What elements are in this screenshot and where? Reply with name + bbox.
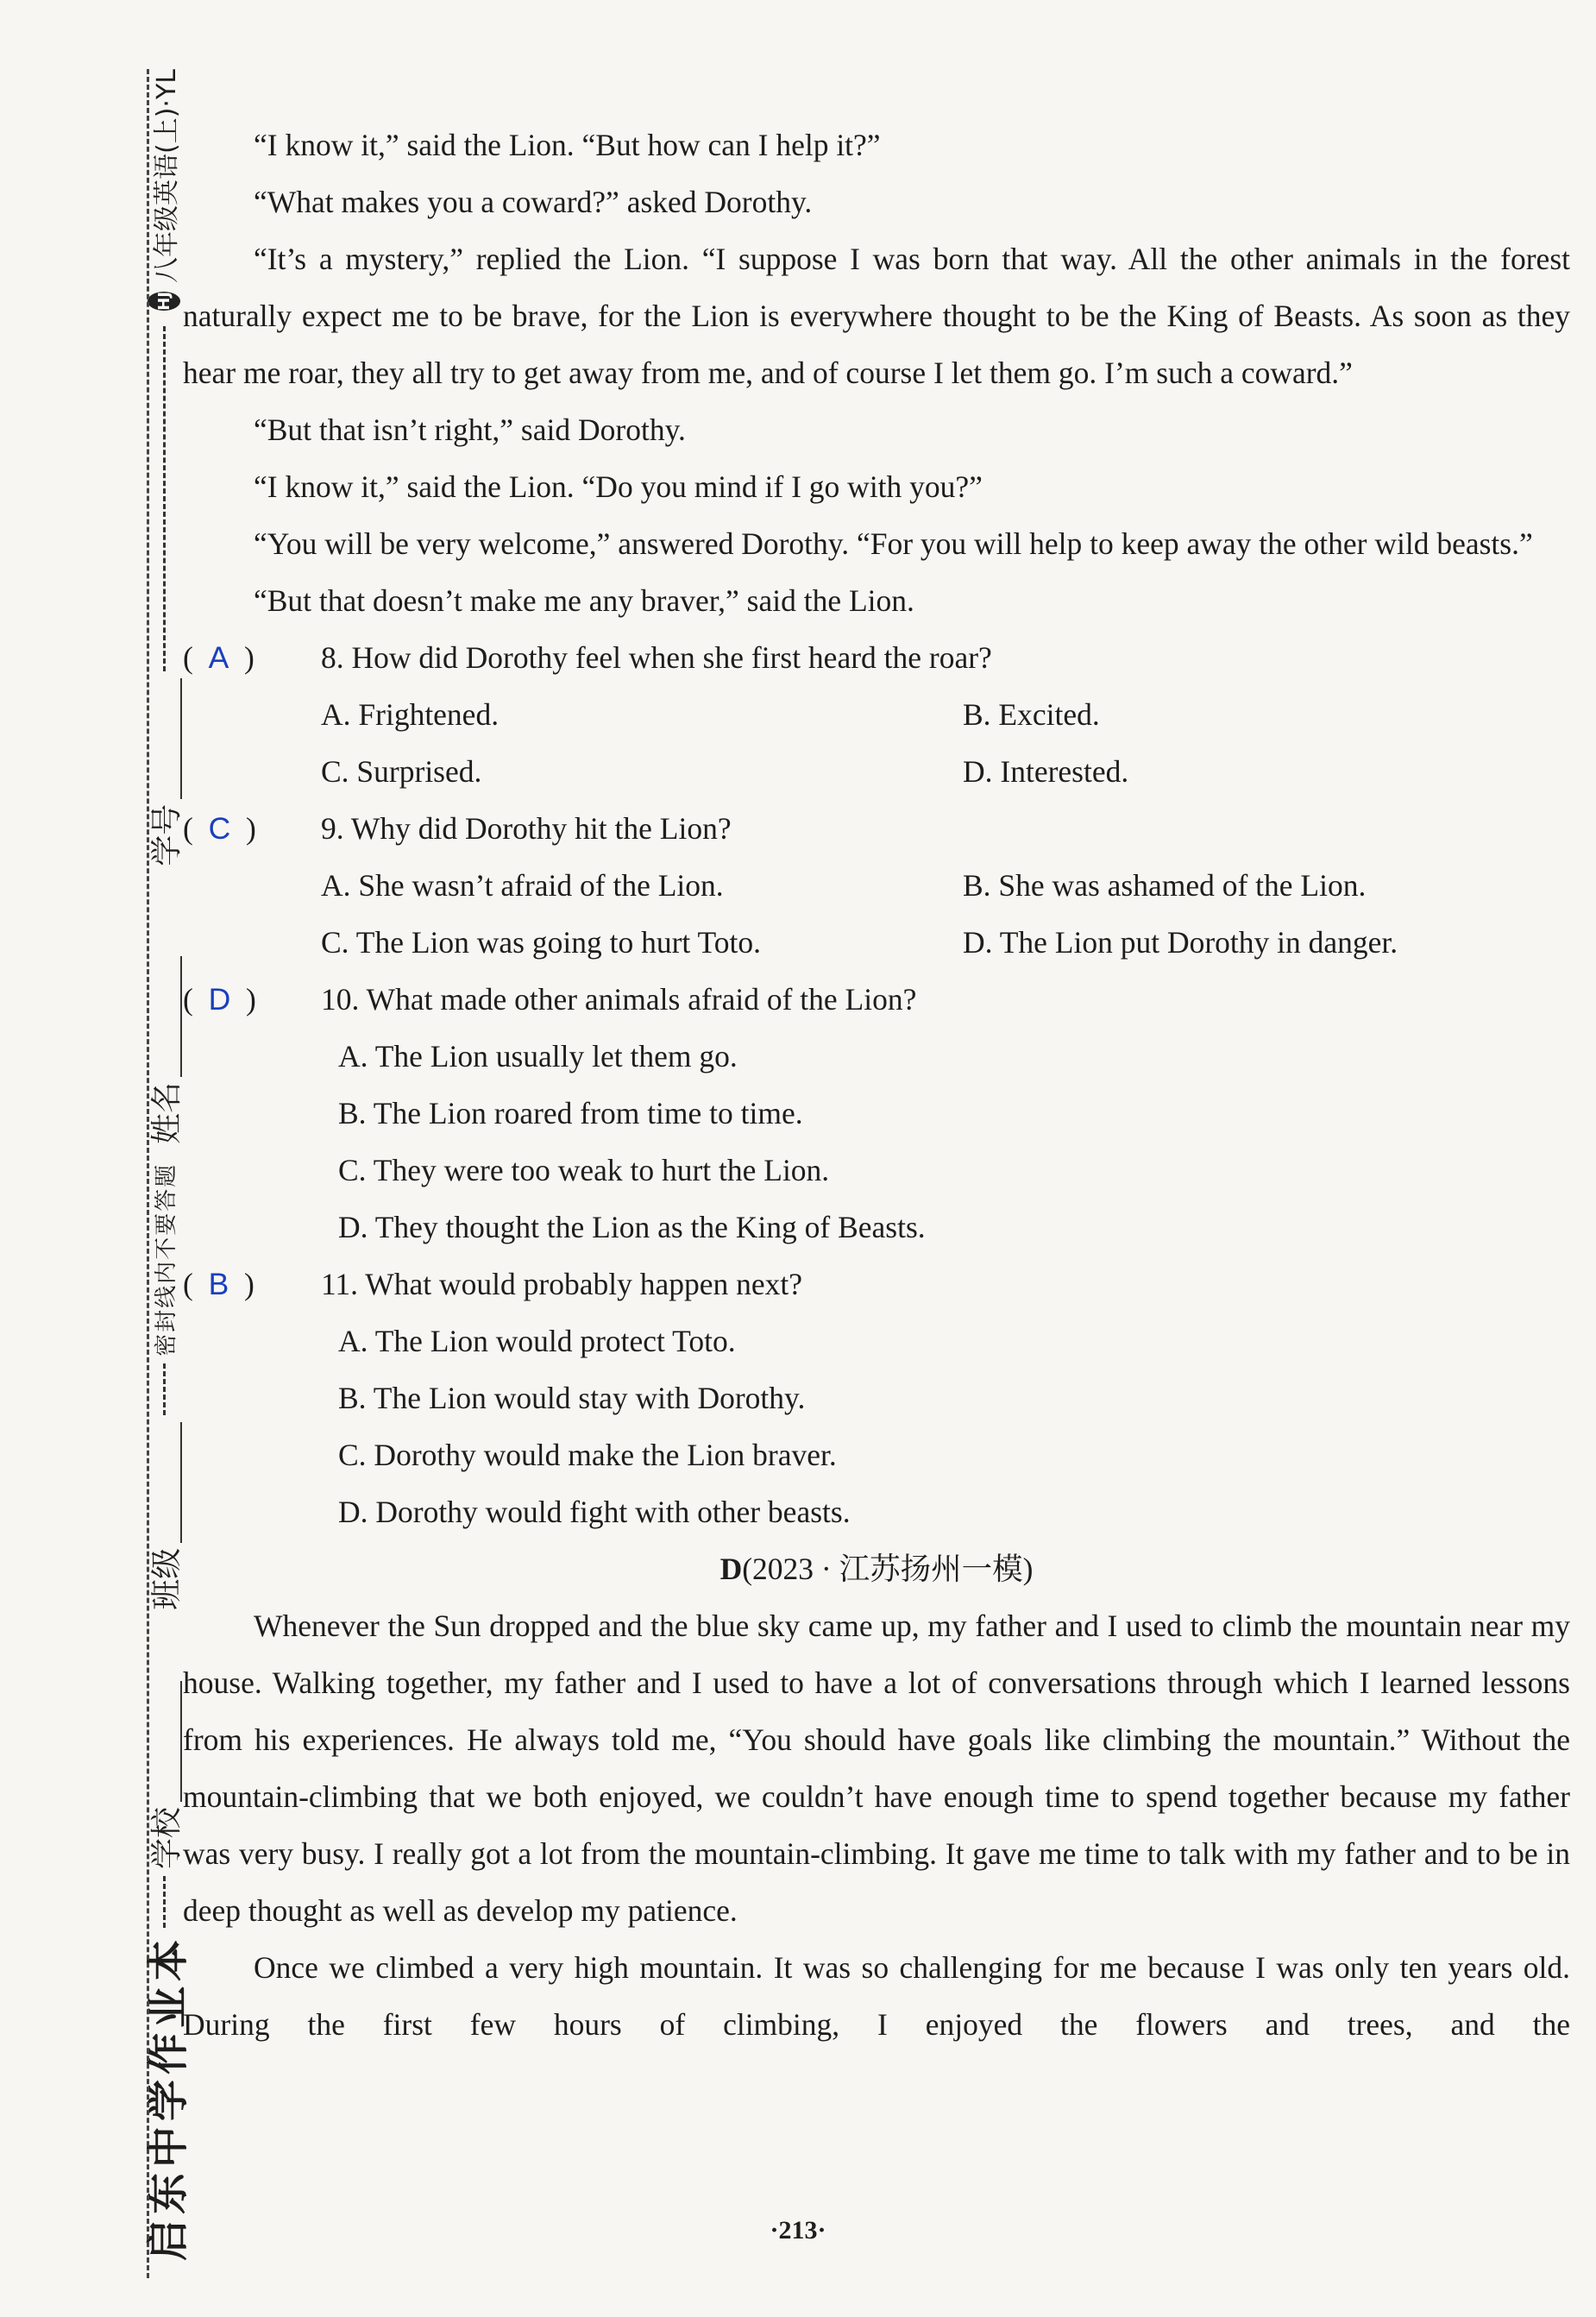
- seal-line: [163, 326, 166, 671]
- story-paragraph: “You will be very welcome,” answered Dorothy. “For you will help to keep away the other wild beasts.”: [254, 526, 1533, 561]
- story-paragraph: “I know it,” said the Lion. “Do you mind if I go with you?”: [254, 469, 983, 504]
- question-11: [183, 1256, 1570, 1540]
- question-stem: [183, 800, 1570, 857]
- option-b[interactable]: B. The Lion would stay with Dorothy.: [338, 1381, 806, 1415]
- story-paragraph: “But that isn’t right,” said Dorothy.: [254, 412, 686, 447]
- option-b[interactable]: B. Excited.: [963, 697, 1100, 732]
- option-d[interactable]: D. They thought the Lion as the King of Beasts.: [338, 1210, 926, 1244]
- page-number: ·213·: [770, 2216, 826, 2245]
- story-paragraph: “What makes you a coward?” asked Dorothy.: [254, 185, 813, 219]
- option-c[interactable]: C. They were too weak to hurt the Lion.: [338, 1153, 830, 1187]
- book-label: 八年级英语(上)·YL: [152, 69, 182, 283]
- answer-bracket: ( B ): [183, 1267, 254, 1301]
- field-class-label: 班级: [148, 1547, 185, 1610]
- field-class-blank[interactable]: [146, 1422, 182, 1543]
- section-heading: [183, 1540, 1570, 1597]
- question-8: [183, 629, 1570, 800]
- question-text: 11. What would probably happen next?: [321, 1267, 802, 1301]
- answer-bracket: ( C ): [183, 811, 256, 846]
- answer-mark: A: [208, 640, 229, 675]
- story-paragraph: “But that doesn’t make me any braver,” said the Lion.: [254, 583, 914, 618]
- question-9: [183, 800, 1570, 971]
- option-c[interactable]: C. Surprised.: [321, 754, 482, 789]
- field-school-blank[interactable]: [146, 1681, 182, 1802]
- passage-paragraph: Whenever the Sun dropped and the blue sky came up, my father and I used to climb the mountain near my house. Walking together, my father and I used to have a lot of conversations through which I learned lessons from his experiences. He always told me, “You should have goals like climbing the mountain.” Without the mountain-climbing that we both enjoyed, we couldn’t have enough time to spend together because my father was very busy. I really got a lot from the mountain-climbing. It gave me time to talk with my father and to be in deep thought as well as develop my patience.: [183, 1609, 1570, 1928]
- options-row: [183, 686, 1570, 743]
- seal-notice: 密封线内不要答题: [153, 1162, 179, 1357]
- field-school-label: 学校: [148, 1806, 185, 1869]
- option-d[interactable]: D. Dorothy would fight with other beasts.: [338, 1495, 851, 1529]
- question-10: [183, 971, 1570, 1256]
- field-name-blank[interactable]: [146, 956, 182, 1077]
- option-a[interactable]: A. She wasn’t afraid of the Lion.: [321, 868, 724, 903]
- answer-mark: D: [208, 982, 231, 1017]
- passage-paragraph: Once we climbed a very high mountain. It was so challenging for me because I was only ten years old. During the first few hours of climbing, I enjoyed the flowers and trees, and the: [183, 1950, 1570, 2042]
- question-stem: [183, 1256, 1570, 1313]
- option-d[interactable]: D. Interested.: [963, 754, 1129, 789]
- answer-bracket: ( A ): [183, 640, 254, 675]
- story-text: [183, 116, 1570, 629]
- field-student-number-blank[interactable]: [146, 678, 182, 799]
- publisher-badge-icon: HJ: [148, 292, 180, 311]
- question-text: 10. What made other animals afraid of the Lion?: [321, 982, 917, 1017]
- answer-bracket: ( D ): [183, 982, 256, 1017]
- seal-line: [163, 1363, 166, 1415]
- answer-mark: C: [208, 811, 231, 846]
- story-paragraph: “It’s a mystery,” replied the Lion. “I suppose I was born that way. All the other animals in the forest naturally expect me to be brave, for the Lion is everywhere thought to be the King of Beasts. As soon as they hear me roar, they all try to get away from me, and of course I let them go. I’m such a coward.”: [183, 242, 1570, 390]
- dotted-cut-line: [147, 69, 149, 2278]
- option-a[interactable]: A. The Lion usually let them go.: [338, 1039, 738, 1074]
- section-letter: D: [719, 1552, 743, 1586]
- field-name-label: 姓名: [148, 1081, 185, 1144]
- question-stem: [183, 971, 1570, 1028]
- options-row: [183, 743, 1570, 800]
- option-a[interactable]: A. The Lion would protect Toto.: [338, 1324, 736, 1358]
- option-c[interactable]: C. Dorothy would make the Lion braver.: [338, 1438, 837, 1472]
- seal-line: [163, 1876, 166, 1928]
- option-b[interactable]: B. She was ashamed of the Lion.: [963, 868, 1367, 903]
- story-paragraph: “I know it,” said the Lion. “But how can I help it?”: [254, 128, 881, 162]
- question-stem: [183, 629, 1570, 686]
- question-text: 8. How did Dorothy feel when she first heard the roar?: [321, 640, 992, 675]
- section-source: (2023 · 江苏扬州一模): [742, 1552, 1034, 1586]
- option-b[interactable]: B. The Lion roared from time to time.: [338, 1096, 803, 1130]
- options-row: [183, 857, 1570, 914]
- answer-mark: B: [208, 1267, 229, 1301]
- option-c[interactable]: C. The Lion was going to hurt Toto.: [321, 925, 761, 960]
- school-name: 启东中学作业本: [143, 1934, 192, 2261]
- options-row: [183, 914, 1570, 971]
- option-a[interactable]: A. Frightened.: [321, 697, 500, 732]
- question-text: 9. Why did Dorothy hit the Lion?: [321, 811, 732, 846]
- binding-margin: [0, 0, 192, 2317]
- option-d[interactable]: D. The Lion put Dorothy in danger.: [963, 925, 1398, 960]
- page-content: [183, 116, 1570, 2053]
- field-student-number-label: 学号: [148, 803, 185, 866]
